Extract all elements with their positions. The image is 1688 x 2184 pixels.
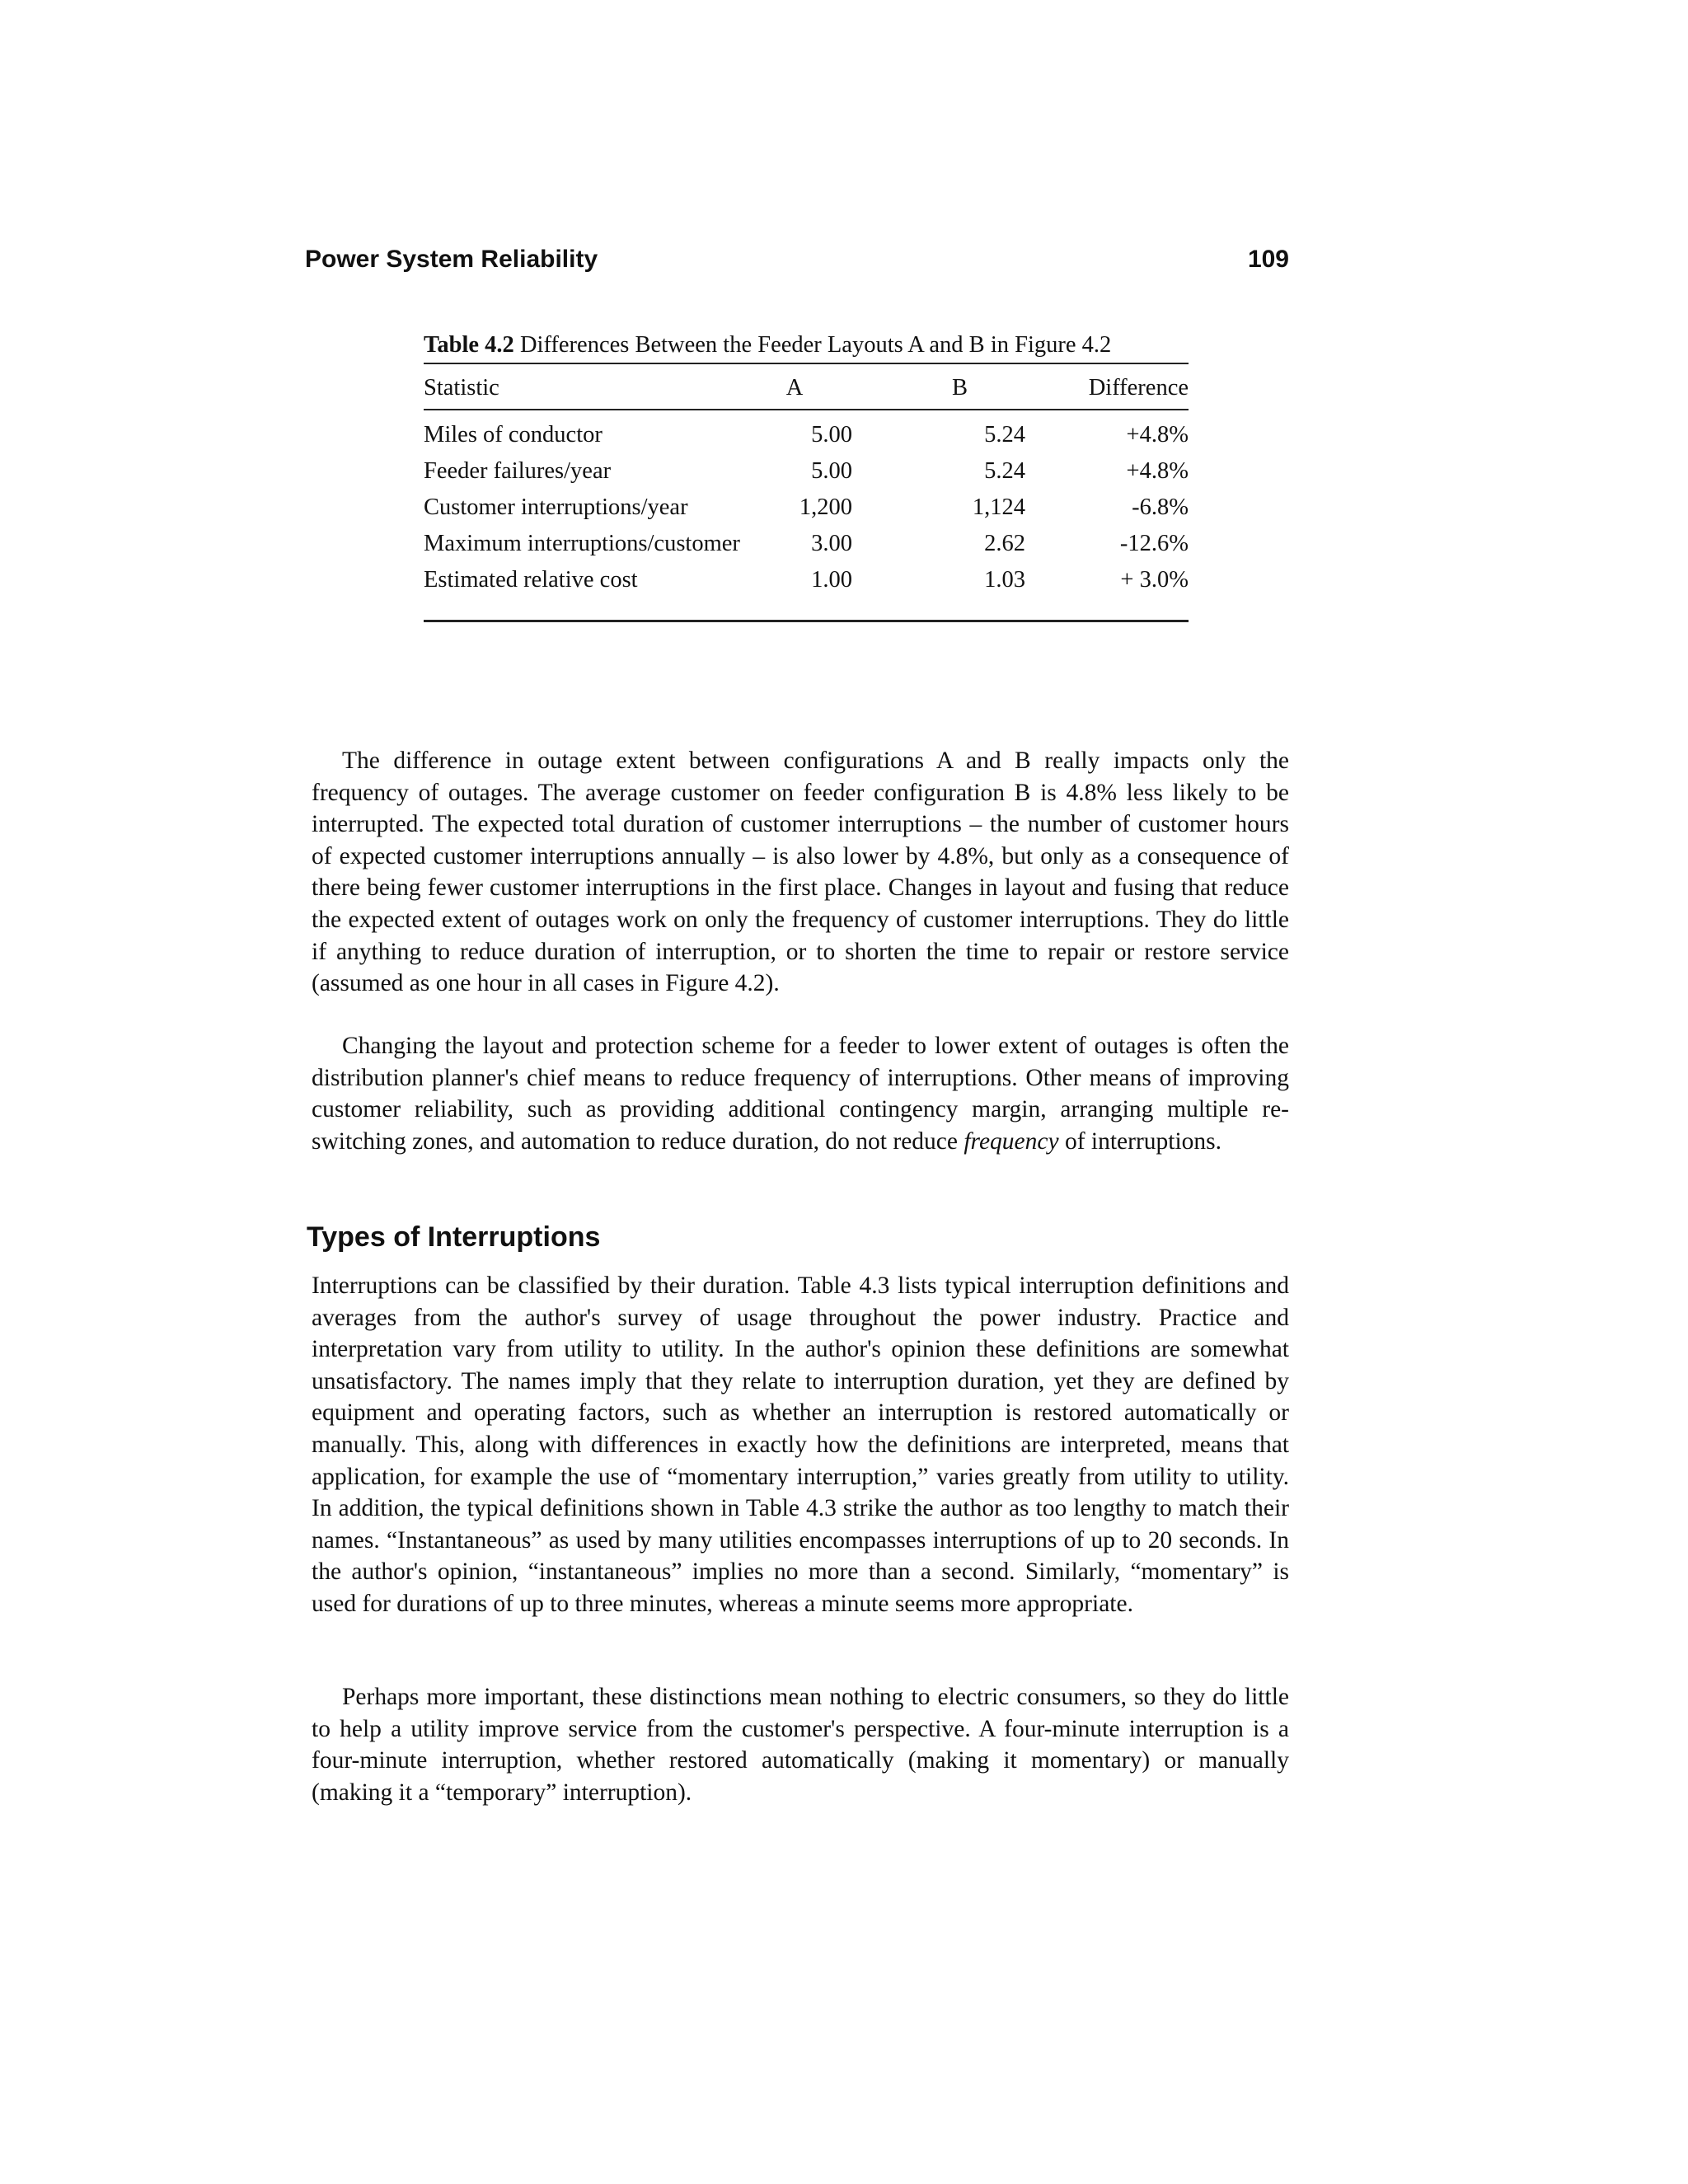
column-header-statistic: Statistic bbox=[424, 375, 499, 401]
column-header-b: B bbox=[951, 375, 968, 401]
cell-statistic: Miles of conductor bbox=[424, 422, 603, 448]
cell-b: 5.24 bbox=[984, 458, 1025, 484]
running-title: Power System Reliability bbox=[305, 246, 598, 273]
cell-b: 1,124 bbox=[972, 494, 1025, 520]
paragraph-layout-protection-tail: of interruptions. bbox=[1058, 1127, 1222, 1155]
table-bottom-rule bbox=[424, 620, 1189, 622]
table-top-rule bbox=[424, 363, 1189, 364]
cell-difference: +4.8% bbox=[1126, 422, 1189, 448]
cell-statistic: Customer interruptions/year bbox=[424, 494, 688, 520]
cell-difference: -12.6% bbox=[1119, 531, 1189, 556]
table-4-2 bbox=[424, 328, 1189, 622]
cell-b: 2.62 bbox=[984, 531, 1025, 556]
table-row bbox=[424, 417, 1189, 453]
cell-a: 5.00 bbox=[811, 458, 852, 484]
cell-a: 3.00 bbox=[811, 531, 852, 556]
emphasis-frequency: frequency bbox=[964, 1127, 1059, 1155]
paragraph-outage-extent: The difference in outage extent between configurations A and B really impacts only the frequency of outages. The average customer on feeder configuration B is 4.8% less likely to be interrupted. The expected total duration of customer interruptions – the number of customer hours of expected customer interruptions annually – is also lower by 4.8%, but only as a consequence of there being fewer customer interruptions in the first place. Changes in layout and fusing that reduce the expected extent of outages work on only the frequency of customer interruptions. They do little if anything to reduce duration of interruption, or to shorten the time to repair or restore service (assumed as one hour in all cases in Figure 4.2). bbox=[312, 748, 1289, 997]
page-number: 109 bbox=[1247, 246, 1289, 273]
table-caption-text: Differences Between the Feeder Layouts A and B in Figure 4.2 bbox=[513, 332, 1112, 358]
table-header-row bbox=[424, 368, 1189, 409]
cell-statistic: Maximum interruptions/customer bbox=[424, 531, 740, 556]
column-header-difference: Difference bbox=[1088, 375, 1189, 401]
cell-a: 1,200 bbox=[799, 494, 852, 520]
cell-b: 1.03 bbox=[984, 567, 1025, 593]
cell-a: 5.00 bbox=[811, 422, 852, 448]
table-row bbox=[424, 526, 1189, 562]
cell-difference: -6.8% bbox=[1132, 494, 1189, 520]
cell-difference: + 3.0% bbox=[1120, 567, 1189, 593]
paragraph-layout-protection bbox=[312, 1030, 1289, 1157]
cell-statistic: Estimated relative cost bbox=[424, 567, 638, 593]
paragraph-layout-protection-main: Changing the layout and protection scheme for a feeder to lower extent of outages is often the distribution planner's chief means to reduce frequency of interruptions. Other means of improving customer reliability, such as providing additional contingency margin, arranging multiple re-switching zones, and automation to reduce duration, do not reduce bbox=[312, 1033, 1289, 1155]
paragraph-interruption-classification: Interruptions can be classified by their duration. Table 4.3 lists typical interruption definitions and averages from the author's survey of usage throughout the power industry. Practice and interpretation vary from utility to utility. In the author's opinion these definitions are somewhat unsatisfactory. The names imply that they relate to interruption duration, yet they are defined by equipment and operating factors, such as whether an interruption is restored automatically or manually. This, along with differences in exactly how the definitions are interpreted, means that application, for example the use of “momentary interruption,” varies greatly from utility to utility. In addition, the typical definitions shown in Table 4.3 strike the author as too lengthy to match their names. “Instantaneous” as used by many utilities encompasses interruptions of up to 20 seconds. In the author's opinion, “instantaneous” implies no more than a second. Similarly, “momentary” is used for durations of up to three minutes, whereas a minute seems more appropriate. bbox=[312, 1272, 1289, 1617]
table-row bbox=[424, 562, 1189, 598]
cell-b: 5.24 bbox=[984, 422, 1025, 448]
cell-a: 1.00 bbox=[811, 567, 852, 593]
table-caption-label: Table 4.2 bbox=[424, 332, 514, 358]
paragraph-consumer-perspective: Perhaps more important, these distinctions mean nothing to electric consumers, so they do little to help a utility improve service from the customer's perspective. A four-minute interruption is a four-minute interruption, whether restored automatically (making it momentary) or manually (making it a “temporary” interruption). bbox=[312, 1684, 1289, 1806]
section-heading-types-of-interruptions: Types of Interruptions bbox=[307, 1221, 601, 1253]
table-body bbox=[424, 410, 1189, 620]
cell-statistic: Feeder failures/year bbox=[424, 458, 612, 484]
table-row bbox=[424, 490, 1189, 526]
cell-difference: +4.8% bbox=[1126, 458, 1189, 484]
column-header-a: A bbox=[785, 375, 804, 401]
table-caption bbox=[424, 328, 1189, 363]
table-row bbox=[424, 453, 1189, 490]
